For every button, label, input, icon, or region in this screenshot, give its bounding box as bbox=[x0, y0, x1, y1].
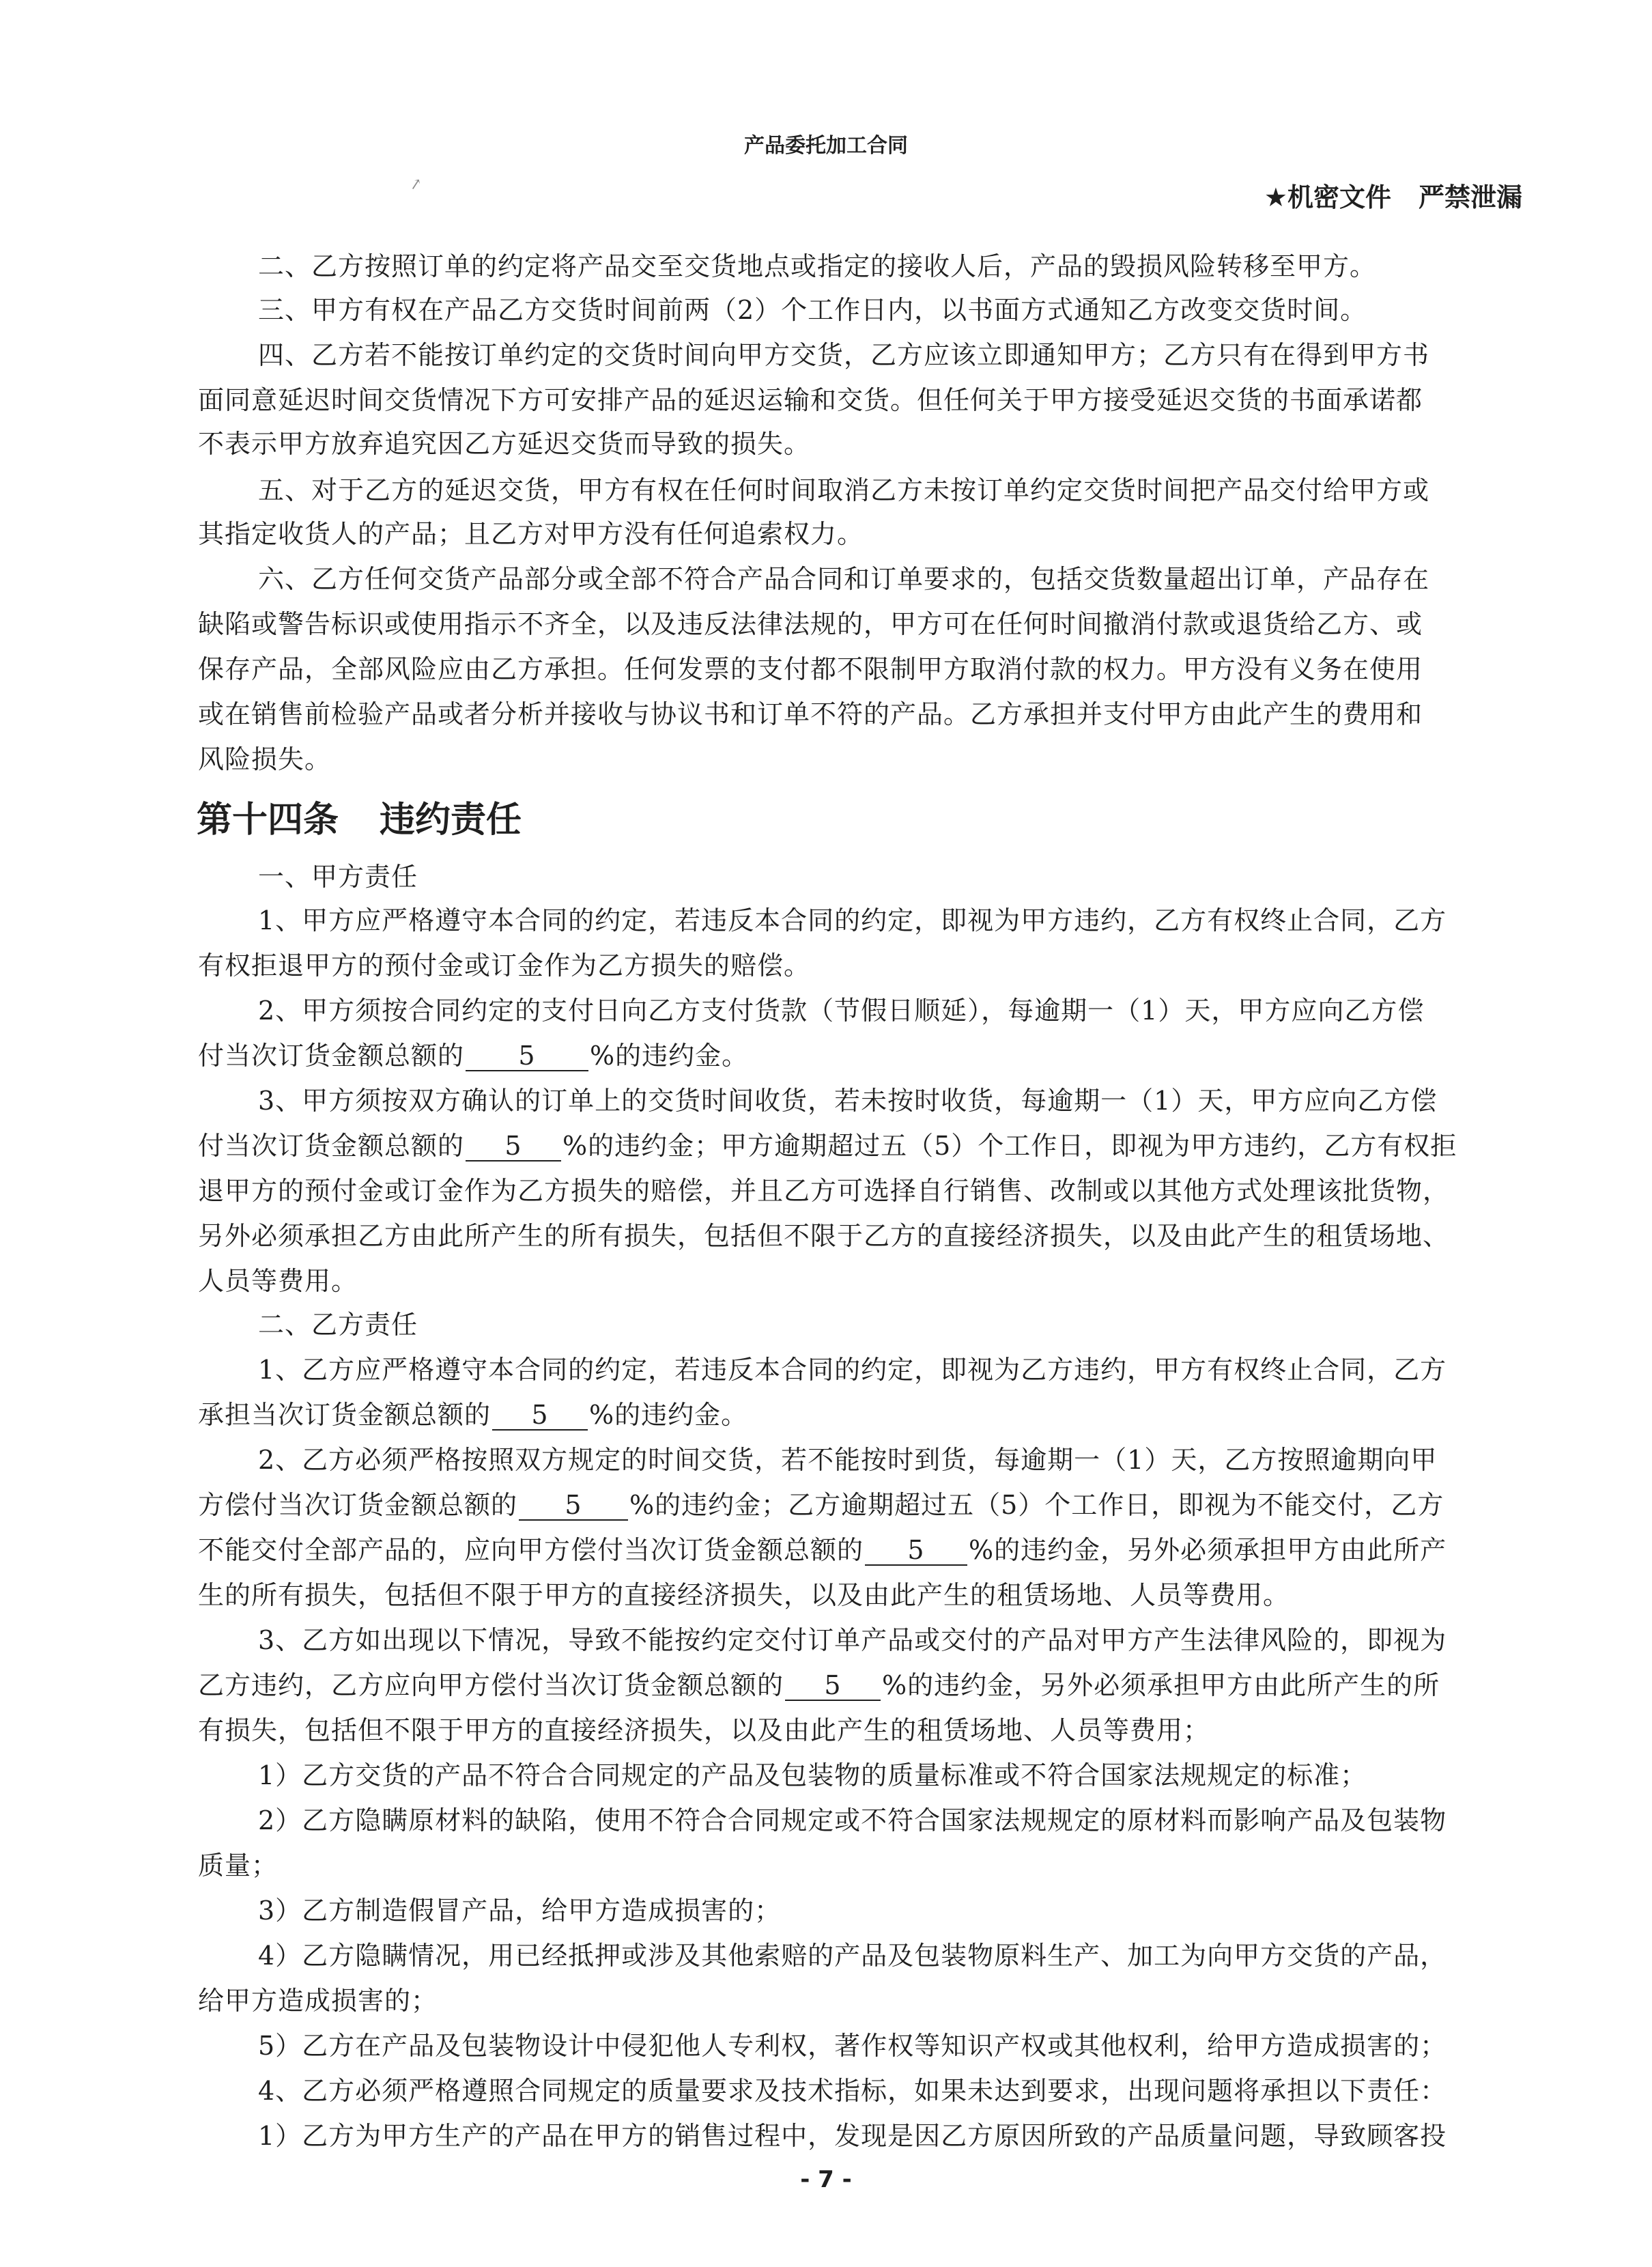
party-a-item-2-line-1: 2、甲方须按合同约定的支付日向乙方支付货款（节假日顺延），每逾期一（1）天，甲方应向乙方偿 bbox=[258, 996, 1425, 1026]
penalty-blank: 5 bbox=[785, 1671, 881, 1701]
party-b-item-1-line-2: 承担当次订货金额总额的 5 %的违约金。 bbox=[198, 1400, 748, 1430]
stray-ink-mark: ↗ bbox=[408, 175, 424, 195]
clause-6-line-5: 风险损失。 bbox=[198, 744, 332, 774]
party-b-sub-5: 5）乙方在产品及包装物设计中侵犯他人专利权，著作权等知识产权或其他权利，给甲方造成损害的； bbox=[258, 2031, 1447, 2061]
clause-4-line-3: 不表示甲方放弃追究因乙方延迟交货而导致的损失。 bbox=[198, 429, 811, 459]
party-b-sub-3: 3）乙方制造假冒产品，给甲方造成损害的； bbox=[258, 1896, 782, 1926]
penalty-blank: 5 bbox=[466, 1041, 588, 1071]
party-b-sub-2-line-2: 质量； bbox=[198, 1850, 279, 1881]
party-a-item-3-line-3: 退甲方的预付金或订金作为乙方损失的赔偿，并且乙方可选择自行销售、改制或以其他方式处理该批货物， bbox=[198, 1176, 1450, 1206]
party-b-item-1-line-1: 1、乙方应严格遵守本合同的约定，若违反本合同的约定，即视为乙方违约，甲方有权终止合同，乙方 bbox=[258, 1355, 1447, 1385]
confidential-label: 机密文件 bbox=[1287, 182, 1391, 212]
party-b-item-2-line-4: 生的所有损失，包括但不限于甲方的直接经济损失，以及由此产生的租赁场地、人员等费用。 bbox=[198, 1580, 1290, 1610]
clause-5-line-2: 其指定收货人的产品；且乙方对甲方没有任何追索权力。 bbox=[198, 519, 864, 549]
no-leak-label: 严禁泄漏 bbox=[1418, 182, 1522, 212]
party-b-item-4-sub-1: 1）乙方为甲方生产的产品在甲方的销售过程中，发现是因乙方原因所致的产品质量问题，导致顾客投 bbox=[258, 2121, 1447, 2151]
party-b-sub-2-line-1: 2）乙方隐瞒原材料的缺陷，使用不符合合同规定或不符合国家法规规定的原材料而影响产品及包装物 bbox=[258, 1805, 1447, 1835]
document-title: 产品委托加工合同 bbox=[744, 134, 908, 158]
clause-4-line-1: 四、乙方若不能按订单约定的交货时间向甲方交货，乙方应该立即通知甲方；乙方只有在得到甲方书 bbox=[258, 340, 1430, 370]
clause-6-line-2: 缺陷或警告标识或使用指示不齐全，以及违反法律法规的，甲方可在任何时间撤消付款或退货给乙方、或 bbox=[198, 609, 1423, 639]
article-number: 第十四条 bbox=[197, 800, 339, 841]
article-title: 违约责任 bbox=[380, 800, 522, 841]
party-a-title: 一、甲方责任 bbox=[258, 862, 418, 892]
penalty-blank: 5 bbox=[466, 1131, 561, 1161]
clause-2: 二、乙方按照订单的约定将产品交至交货地点或指定的接收人后，产品的毁损风险转移至甲方。 bbox=[258, 251, 1377, 281]
penalty-blank: 5 bbox=[865, 1536, 967, 1566]
party-b-item-3-line-2: 乙方违约，乙方应向甲方偿付当次订货金额总额的 5 %的违约金，另外必须承担甲方由此所产生的所 bbox=[198, 1670, 1440, 1700]
party-b-title: 二、乙方责任 bbox=[258, 1310, 418, 1340]
party-b-sub-4-line-2: 给甲方造成损害的； bbox=[198, 1986, 438, 2016]
party-b-item-3-line-1: 3、乙方如出现以下情况，导致不能按约定交付订单产品或交付的产品对甲方产生法律风险的，即视为 bbox=[258, 1625, 1447, 1655]
clause-6-line-4: 或在销售前检验产品或者分析并接收与协议书和订单不符的产品。乙方承担并支付甲方由此产生的费用和 bbox=[198, 699, 1423, 729]
clause-4-line-2: 面同意延迟时间交货情况下方可安排产品的延迟运输和交货。但任何关于甲方接受延迟交货的书面承诺都 bbox=[198, 385, 1423, 415]
party-b-sub-4-line-1: 4）乙方隐瞒情况，用已经抵押或涉及其他索赔的产品及包装物原料生产、加工为向甲方交货的产品， bbox=[258, 1941, 1447, 1971]
party-a-item-3-line-1: 3、甲方须按双方确认的订单上的交货时间收货，若未按时收货，每逾期一（1）天，甲方应向乙方偿 bbox=[258, 1086, 1438, 1116]
party-b-item-2-line-3: 不能交付全部产品的，应向甲方偿付当次订货金额总额的 5 %的违约金，另外必须承担甲方由此所产 bbox=[198, 1535, 1447, 1565]
clause-3: 三、甲方有权在产品乙方交货时间前两（2）个工作日内，以书面方式通知乙方改变交货时间。 bbox=[258, 295, 1367, 325]
party-a-item-1-line-2: 有权拒退甲方的预付金或订金作为乙方损失的赔偿。 bbox=[198, 951, 811, 981]
confidential-notice bbox=[1264, 176, 1522, 214]
party-b-item-2-line-1: 2、乙方必须严格按照双方规定的时间交货，若不能按时到货，每逾期一（1）天，乙方按照逾期向甲 bbox=[258, 1445, 1438, 1475]
article-14-heading bbox=[197, 791, 522, 842]
star-icon: ★ bbox=[1264, 182, 1287, 212]
page-number: - 7 - bbox=[800, 2166, 852, 2193]
party-b-item-2-line-2: 方偿付当次订货金额总额的 5 %的违约金；乙方逾期超过五（5）个工作日，即视为不能交付，乙方 bbox=[198, 1490, 1444, 1520]
clause-6-line-1: 六、乙方任何交货产品部分或全部不符合产品合同和订单要求的，包括交货数量超出订单，产品存在 bbox=[258, 564, 1430, 594]
penalty-blank: 5 bbox=[492, 1400, 588, 1431]
party-b-item-4-line-1: 4、乙方必须严格遵照合同规定的质量要求及技术指标，如果未达到要求，出现问题将承担以下责任： bbox=[258, 2076, 1447, 2106]
clause-6-line-3: 保存产品，全部风险应由乙方承担。任何发票的支付都不限制甲方取消付款的权力。甲方没有义务在使用 bbox=[198, 654, 1423, 684]
party-b-item-3-line-3: 有损失，包括但不限于甲方的直接经济损失，以及由此产生的租赁场地、人员等费用； bbox=[198, 1715, 1210, 1745]
party-a-item-3-line-5: 人员等费用。 bbox=[198, 1266, 358, 1296]
party-a-item-3-line-2: 付当次订货金额总额的 5 %的违约金；甲方逾期超过五（5）个工作日，即视为甲方违约，乙方有权拒 bbox=[198, 1131, 1457, 1161]
party-a-item-2-line-2: 付当次订货金额总额的 5 %的违约金。 bbox=[198, 1041, 749, 1071]
penalty-blank: 5 bbox=[519, 1491, 628, 1521]
party-b-sub-1: 1）乙方交货的产品不符合合同规定的产品及包装物的质量标准或不符合国家法规规定的标准； bbox=[258, 1760, 1367, 1790]
clause-5-line-1: 五、对于乙方的延迟交货，甲方有权在任何时间取消乙方未按订单约定交货时间把产品交付给甲方或 bbox=[258, 475, 1430, 505]
party-a-item-3-line-4: 另外必须承担乙方由此所产生的所有损失，包括但不限于乙方的直接经济损失，以及由此产生的租赁场地、 bbox=[198, 1221, 1450, 1251]
party-a-item-1-line-1: 1、甲方应严格遵守本合同的约定，若违反本合同的约定，即视为甲方违约，乙方有权终止合同，乙方 bbox=[258, 905, 1447, 935]
